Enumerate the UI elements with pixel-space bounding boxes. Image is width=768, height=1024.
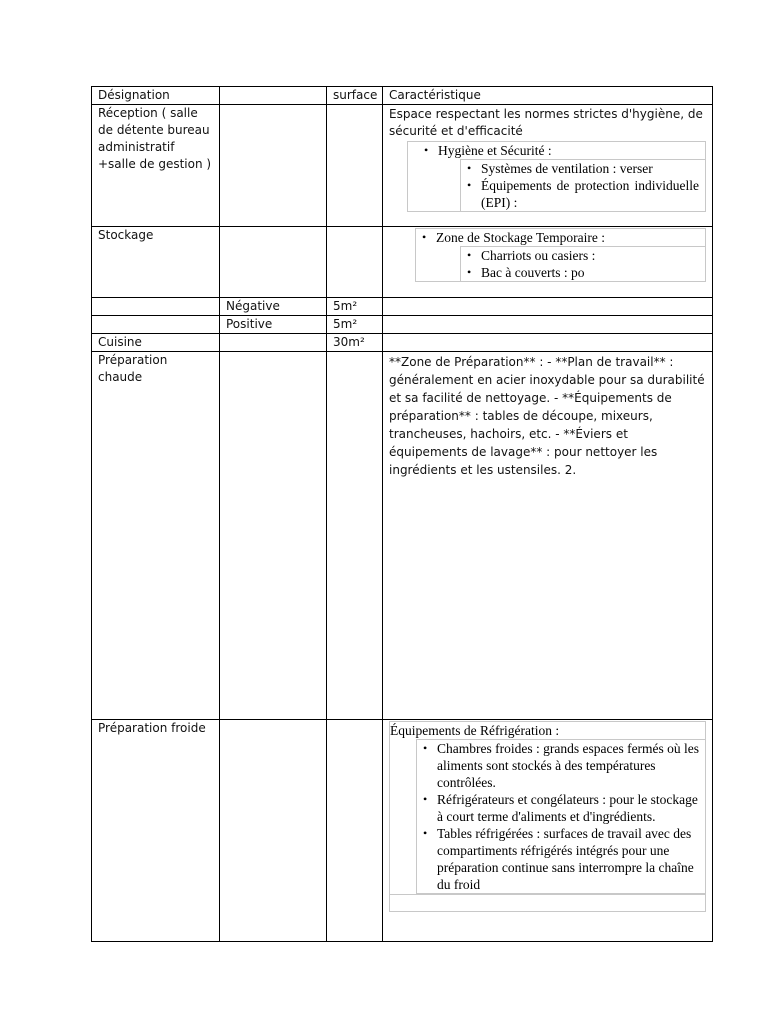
stockage-col2 bbox=[220, 227, 327, 298]
reception-surface bbox=[327, 105, 383, 227]
row-positive bbox=[92, 316, 713, 334]
chaude-col2 bbox=[220, 352, 327, 720]
froide-item: • Tables réfrigérées : surfaces de travail avec des compartiments réfrigérés intégrés pour une préparation continue sans interrompre la chaîne du froid bbox=[421, 825, 703, 893]
row-cuisine bbox=[92, 334, 713, 352]
stockage-item: • Charriots ou casiers : bbox=[465, 247, 705, 264]
positive-label: Positive bbox=[220, 316, 327, 334]
froide-sublist bbox=[416, 739, 705, 894]
stockage-title: • Zone de Stockage Temporaire : bbox=[420, 229, 705, 246]
froide-surface bbox=[327, 720, 383, 942]
froide-caracteristique bbox=[383, 720, 713, 942]
header-caracteristique: Caractéristique bbox=[383, 87, 713, 105]
facility-table bbox=[91, 86, 713, 942]
stockage-caracteristique bbox=[383, 227, 713, 298]
row-reception bbox=[92, 105, 713, 227]
hygiene-item: • Équipements de protection individuelle (EPI) : bbox=[465, 177, 699, 211]
positive-caracteristique bbox=[383, 316, 713, 334]
row-stockage bbox=[92, 227, 713, 298]
row-preparation-chaude bbox=[92, 352, 713, 720]
hygiene-item: • Systèmes de ventilation : verser bbox=[465, 160, 699, 177]
chaude-surface bbox=[327, 352, 383, 720]
header-surface: surface bbox=[327, 87, 383, 105]
chaude-caracteristique bbox=[383, 352, 713, 720]
reception-col2 bbox=[220, 105, 327, 227]
reception-designation: Réception ( salle de détente bureau administratif +salle de gestion ) bbox=[92, 105, 220, 227]
cuisine-caracteristique bbox=[383, 334, 713, 352]
cuisine-designation: Cuisine bbox=[92, 334, 220, 352]
froide-item: • Réfrigérateurs et congélateurs : pour le stockage à court terme d'aliments et d'ingrédients. bbox=[421, 791, 703, 825]
row-negative bbox=[92, 298, 713, 316]
stockage-section bbox=[415, 228, 706, 282]
hygiene-list bbox=[408, 142, 705, 159]
header-designation: Désignation bbox=[92, 87, 220, 105]
froide-designation: Préparation froide bbox=[92, 720, 220, 942]
stockage-sublist bbox=[460, 246, 705, 281]
cuisine-surface: 30m² bbox=[327, 334, 383, 352]
chaude-text: **Zone de Préparation** : - **Plan de travail** : généralement en acier inoxydable pour sa durabilité et sa facilité de nettoyage. - **Équipements de préparation** : tables de découpe, mixeurs, trancheuses, hachoirs, etc. - **Éviers et équipements de lavage** : pour nettoyer les ingrédients et les ustensiles. 2. bbox=[389, 355, 705, 477]
chaude-designation: Préparation chaude bbox=[92, 352, 220, 720]
froide-section bbox=[389, 721, 706, 912]
negative-surface: 5m² bbox=[327, 298, 383, 316]
froide-empty-row bbox=[390, 894, 705, 911]
negative-caracteristique bbox=[383, 298, 713, 316]
negative-blank bbox=[92, 298, 220, 316]
stockage-surface bbox=[327, 227, 383, 298]
hygiene-title: • Hygiène et Sécurité : bbox=[422, 142, 705, 159]
froide-item: • Chambres froides : grands espaces fermés où les aliments sont stockés à des températures contrôlées. bbox=[421, 740, 703, 791]
header-row bbox=[92, 87, 713, 105]
row-preparation-froide bbox=[92, 720, 713, 942]
header-blank bbox=[220, 87, 327, 105]
reception-caracteristique bbox=[383, 105, 713, 227]
hygiene-section bbox=[407, 141, 706, 212]
hygiene-sublist bbox=[460, 159, 705, 211]
stockage-item: • Bac à couverts : po bbox=[465, 264, 705, 281]
cuisine-col2 bbox=[220, 334, 327, 352]
positive-surface: 5m² bbox=[327, 316, 383, 334]
positive-blank bbox=[92, 316, 220, 334]
froide-title: Équipements de Réfrigération : bbox=[390, 723, 560, 738]
stockage-designation: Stockage bbox=[92, 227, 220, 298]
froide-col2 bbox=[220, 720, 327, 942]
negative-label: Négative bbox=[220, 298, 327, 316]
reception-intro: Espace respectant les normes strictes d'hygiène, de sécurité et d'efficacité bbox=[389, 107, 703, 138]
